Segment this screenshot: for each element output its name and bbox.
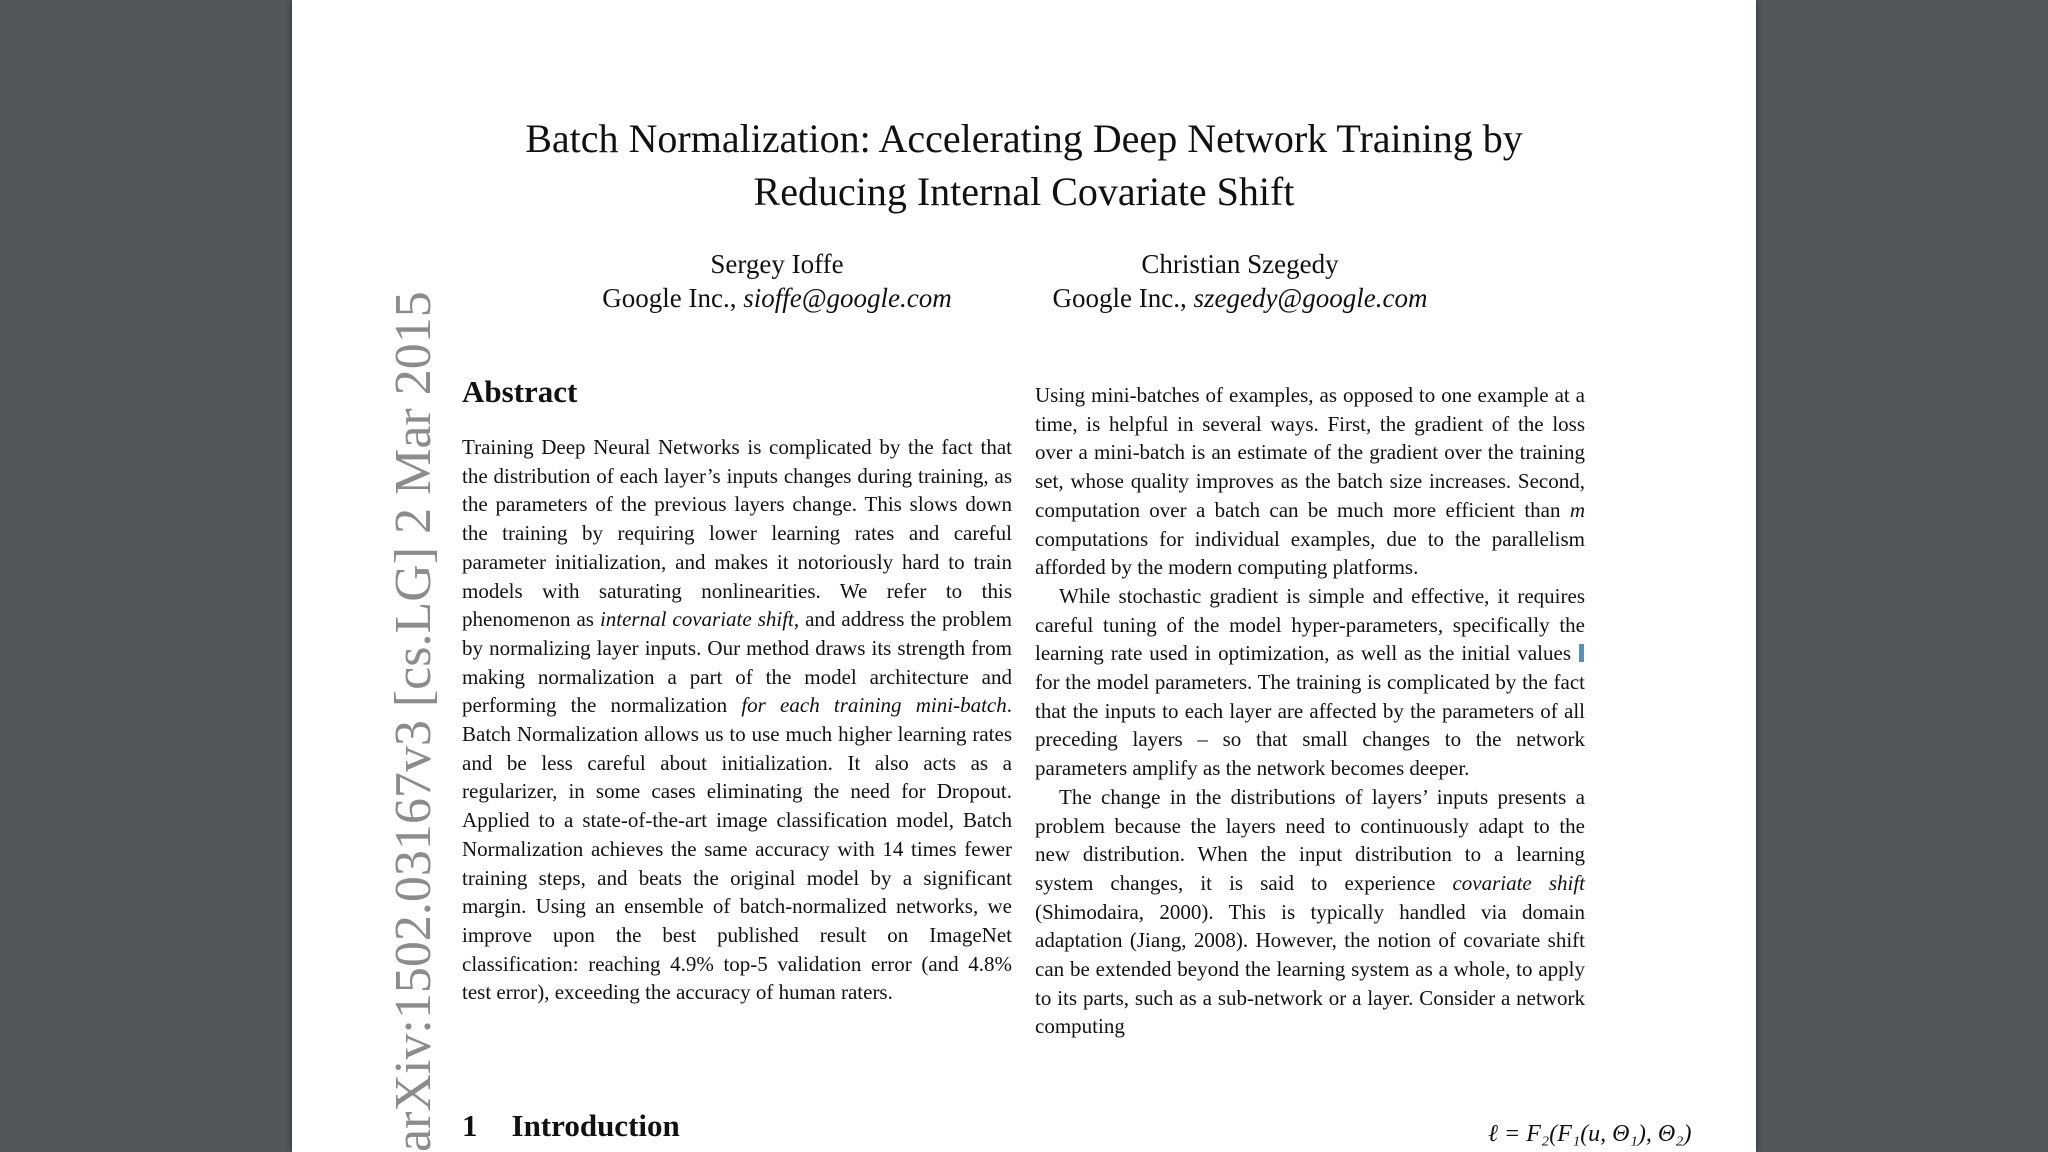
paper-title bbox=[292, 112, 1756, 218]
author-email[interactable]: szegedy@google.com bbox=[1193, 283, 1428, 313]
paragraph: The change in the distributions of layers’ inputs presents a problem because the layers need to continuously adapt to the new distribution. When the input distribution to a learning system changes, it is said to experience covariate shift (Shimodaira, 2000). This is typically handled via domain adaptation (Jiang, 2008). However, the notion of covariate shift can be extended beyond the learning system as a whole, to apply to its parts, such as a sub-network or a layer. Consider a network computing bbox=[1035, 784, 1585, 1039]
paragraph: While stochastic gradient is simple and effective, it requires careful tuning of the model hyper-parameters, specifically the learning rate used in optimization, as well as the initial values for the model parameters. The training is complicated by the fact that the inputs to each layer are affected by the parameters of all preceding layers – so that small changes to the network parameters amplify as the network becomes deeper. bbox=[1035, 583, 1585, 781]
paragraph: Using mini-batches of examples, as opposed to one example at a time, is helpful in several ways. First, the gradient of the loss over a mini-batch is an estimate of the gradient over the training set, whose quality improves as the batch size increases. Second, computation over a batch can be much more efficient than m computations for individual examples, due to the parallelism afforded by the modern computing platforms. bbox=[1035, 383, 1585, 580]
section-number: 1 bbox=[462, 1108, 478, 1143]
equation: ℓ = F₂(F₁(u, Θ₁), Θ₂) bbox=[1488, 1121, 1692, 1147]
section-title: Introduction bbox=[511, 1108, 680, 1143]
pdf-page bbox=[292, 0, 1756, 1152]
title-line-1: Batch Normalization: Accelerating Deep Network Training by bbox=[525, 116, 1523, 161]
author-block-1 bbox=[552, 247, 1002, 315]
author-affiliation: Google Inc., szegedy@google.com bbox=[1052, 283, 1428, 313]
abstract-heading: Abstract bbox=[462, 374, 578, 409]
author-name: Sergey Ioffe bbox=[710, 249, 844, 279]
author-email[interactable]: sioffe@google.com bbox=[743, 283, 952, 313]
author-name: Christian Szegedy bbox=[1141, 249, 1339, 279]
section-heading-introduction bbox=[462, 1106, 680, 1146]
author-block-2 bbox=[1020, 247, 1460, 315]
text-cursor-marker bbox=[1579, 644, 1584, 662]
right-column-text bbox=[1035, 381, 1585, 1041]
arxiv-identifier-stamp: arXiv:1502.03167v3 [cs.LG] 2 Mar 2015 bbox=[385, 291, 442, 1152]
title-line-2: Reducing Internal Covariate Shift bbox=[753, 169, 1295, 214]
author-affiliation: Google Inc., sioffe@google.com bbox=[602, 283, 952, 313]
abstract-text: Training Deep Neural Networks is complicated by the fact that the distribution of each layer’s inputs changes during training, as the parameters of the previous layers change. This slows down the training by requiring lower learning rates and careful parameter initialization, and makes it notoriously hard to train models with saturating nonlinearities. We refer to this phenomenon as internal covariate shift, and address the problem by normalizing layer inputs. Our method draws its strength from making normalization a part of the model architecture and performing the normalization for each training mini-batch. Batch Normalization allows us to use much higher learning rates and be less careful about initialization. It also acts as a regularizer, in some cases eliminating the need for Dropout. Applied to a state-of-the-art image classification model, Batch Normalization achieves the same accuracy with 14 times fewer training steps, and beats the original model by a significant margin. Using an ensemble of batch-normalized networks, we improve upon the best published result on ImageNet classification: reaching 4.9% top-5 validation error (and 4.8% test error), exceeding the accuracy of human raters. bbox=[462, 435, 1012, 1005]
